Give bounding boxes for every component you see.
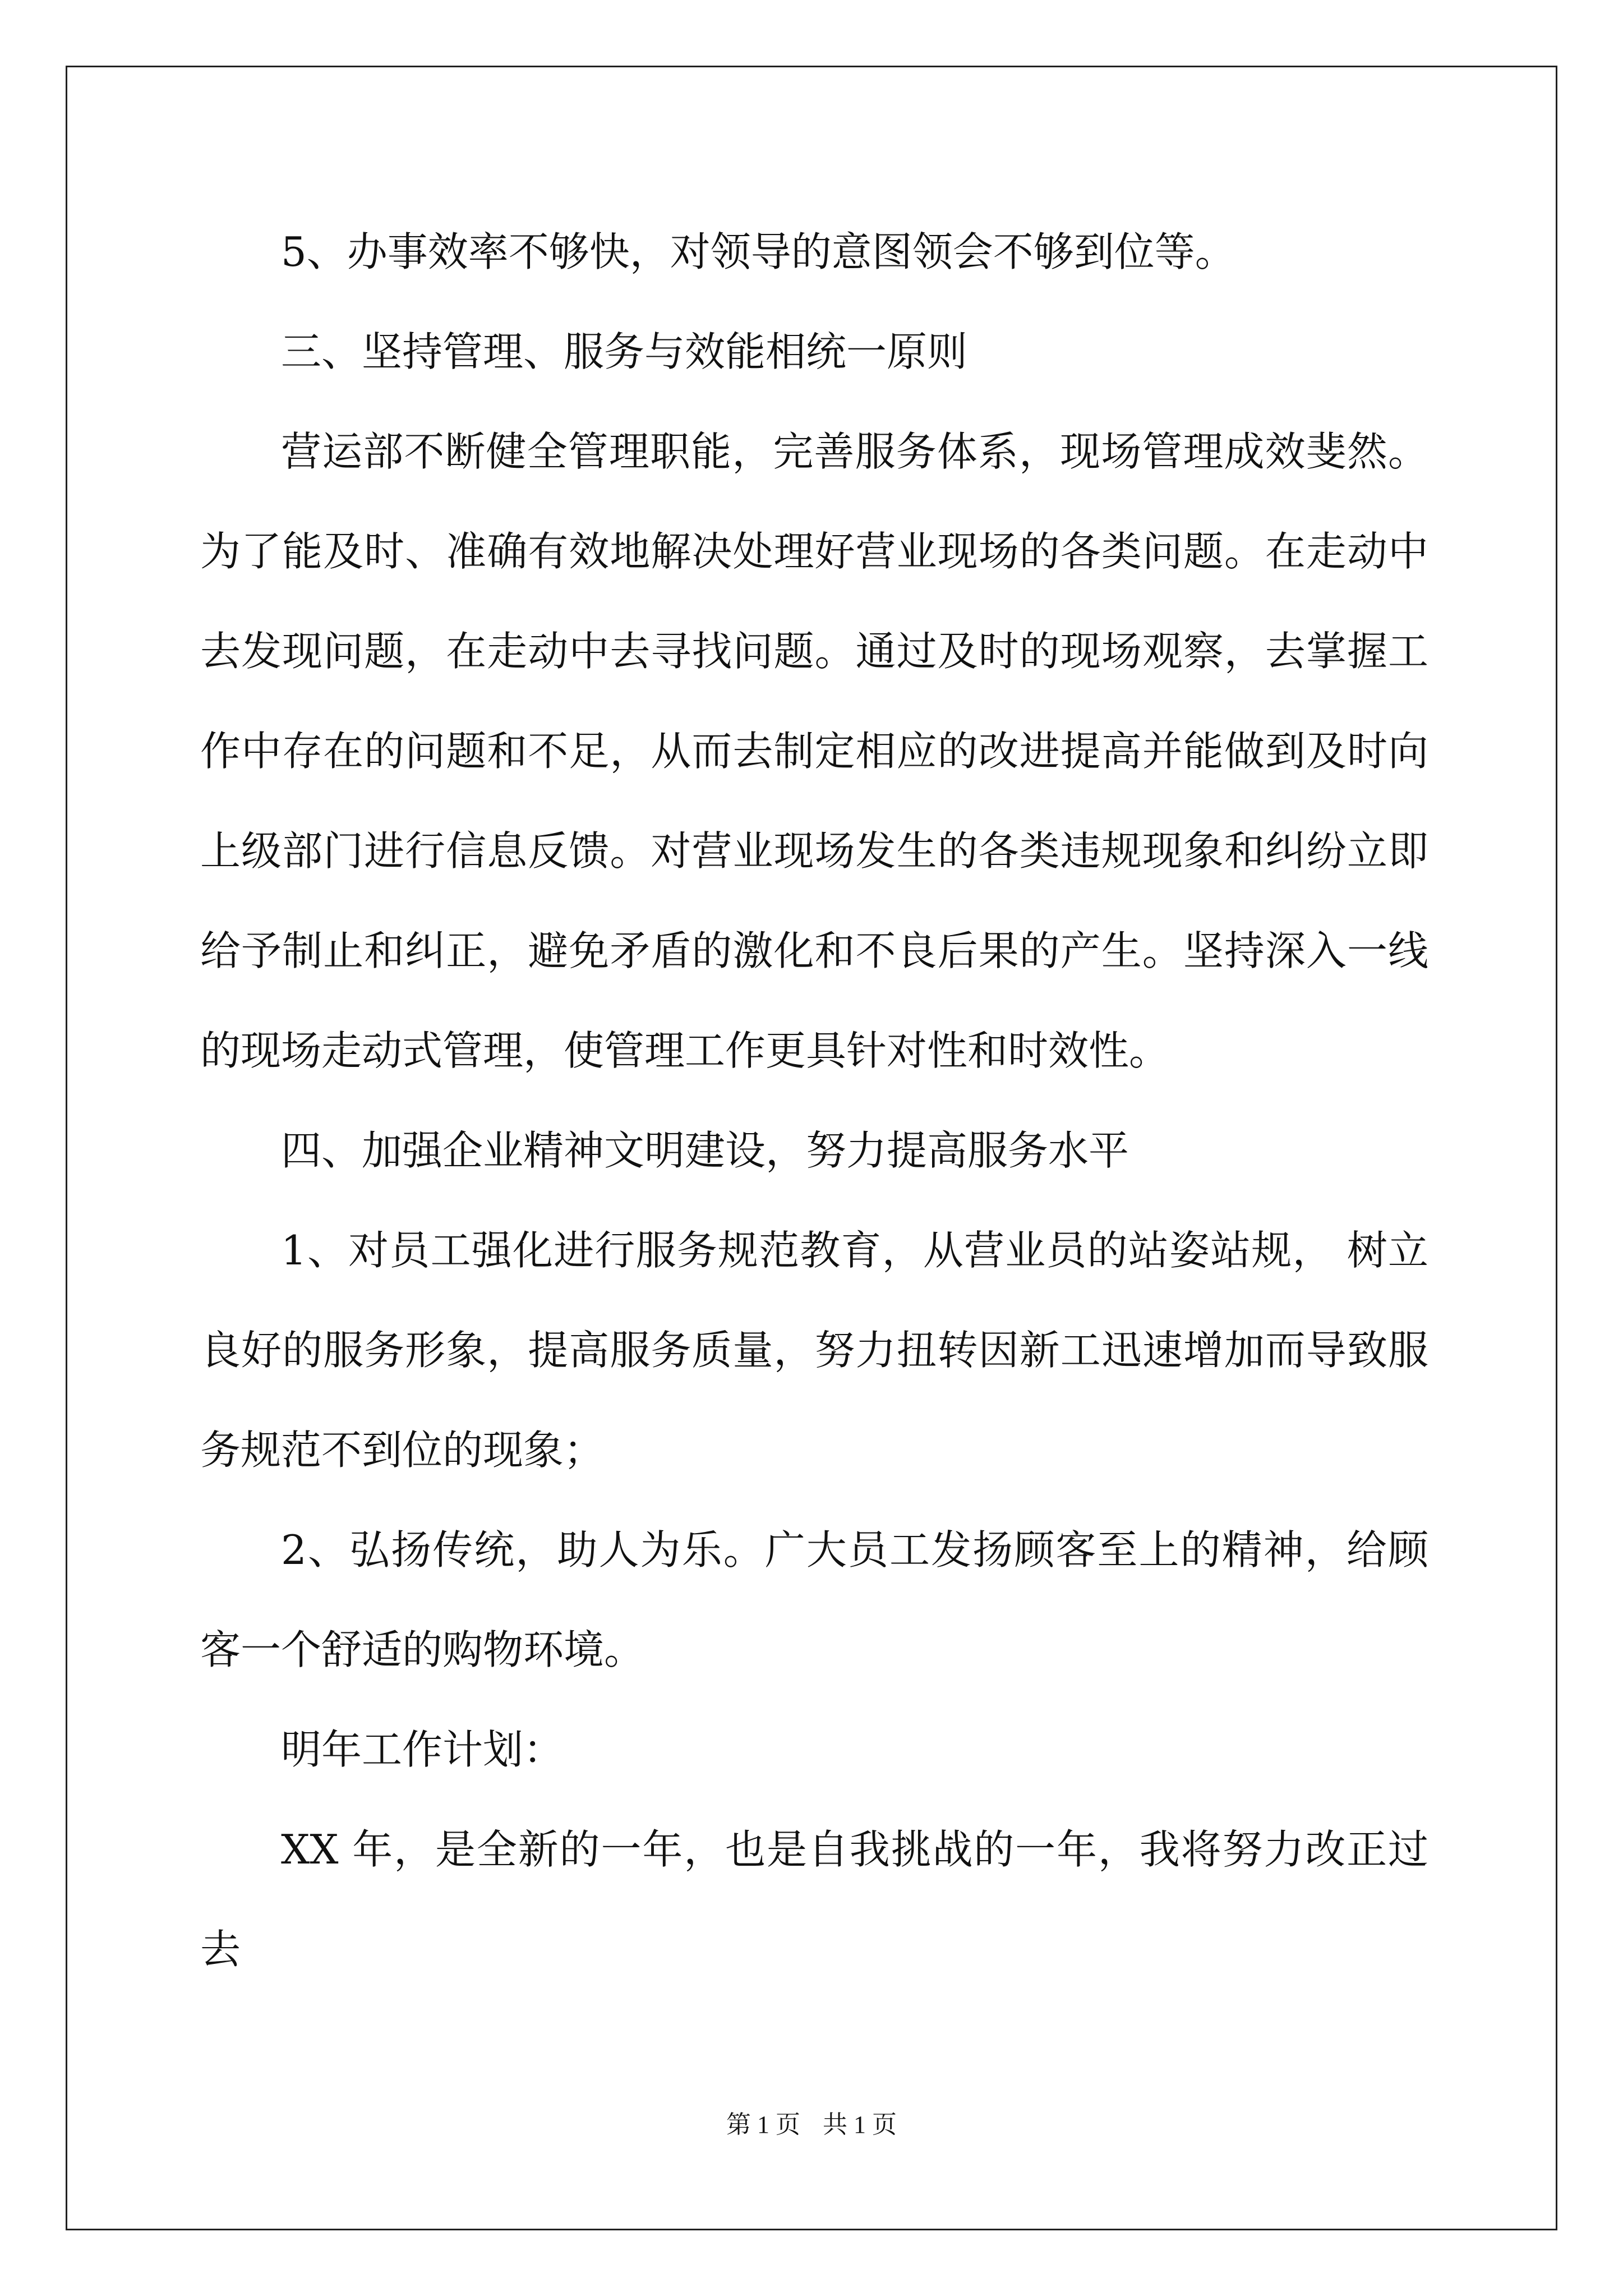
- document-body: [200, 202, 1428, 1999]
- plan-heading: 明年工作计划：: [281, 1726, 564, 1773]
- paragraph-item-5: 5、办事效率不够快，对领导的意图领会不够到位等。: [281, 228, 1235, 275]
- section-heading-3: 三、坚持管理、服务与效能相统一原则: [281, 328, 968, 375]
- section-heading-4: 四、加强企业精神文明建设，努力提高服务水平: [281, 1127, 1129, 1174]
- paragraph-plan: XX 年，是全新的一年，也是自我挑战的一年，我将努力改正过去: [200, 1826, 1428, 1973]
- page-footer: [0, 2108, 1623, 2142]
- paragraph-management: 营运部不断健全管理职能，完善服务体系，现场管理成效斐然。为了能及时、准确有效地解决处理好营业现场的各类问题。在走动中去发现问题，在走动中去寻找问题。通过及时的现场观察，去掌握工作中存在的问题和不足，从而去制定相应的改进提高并能做到及时向上级部门进行信息反馈。对营业现场发生的各类违规现象和纠纷立即给予制止和纠正，避免矛盾的激化和不良后果的产生。坚持深入一线的现场走动式管理，使管理工作更具针对性和时效性。: [200, 428, 1428, 1074]
- paragraph-item-1: 1、对员工强化进行服务规范教育，从营业员的站姿站规， 树立良好的服务形象，提高服务质量，努力扭转因新工迅速增加而导致服务规范不到位的现象；: [200, 1227, 1428, 1474]
- page-number: 第 1 页: [726, 2111, 800, 2138]
- paragraph-item-2: 2、弘扬传统，助人为乐。广大员工发扬顾客至上的精神，给顾客一个舒适的购物环境。: [200, 1526, 1428, 1673]
- page-total: 共 1 页: [823, 2111, 897, 2138]
